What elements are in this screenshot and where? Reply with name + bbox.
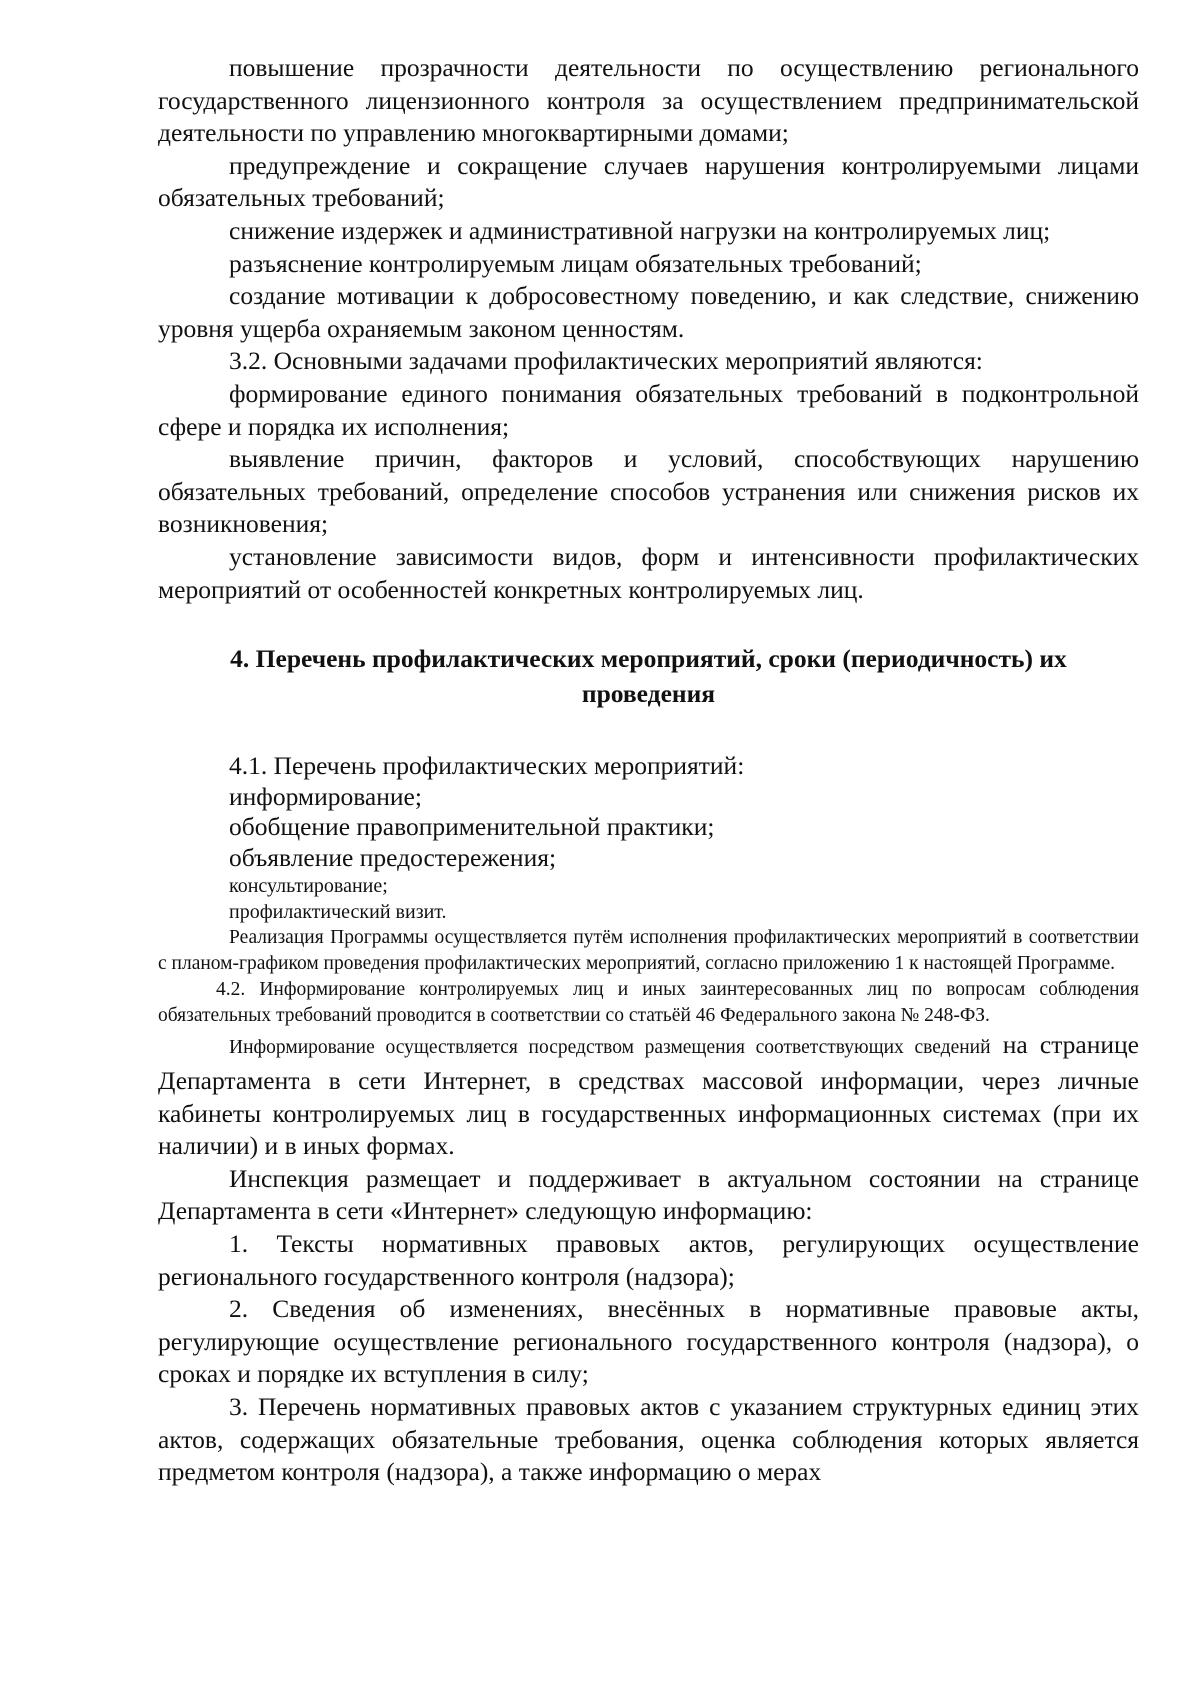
measure-item: профилактический визит. (229, 901, 447, 924)
inspection-paragraph: Инспекция размещает и поддерживает в актуальном состоянии на странице Департамента в сети «Интернет» следующую информацию: (158, 1163, 1139, 1226)
measure-item: информирование; (229, 781, 422, 811)
measure-item: объявление предостережения; (229, 842, 557, 872)
informing-large-text: на странице Департамента в сети Интернет, в средствах массовой информации, через личные кабинеты контролируемых лиц в государственных информационных системах (при их наличии) и в иных формах. (158, 1030, 1139, 1161)
numbered-item: 1. Тексты нормативных правовых актов, регулирующих осуществление регионального государственного контроля (надзора); (158, 1229, 1139, 1291)
realization-paragraph: Реализация Программы осуществляется путём исполнения профилактических мероприятий в соответствии с планом-графиком проведения профилактических мероприятий, согласно приложению 1 к настоящей Программе. (158, 927, 1139, 975)
goal-item: создание мотивации к добросовестному поведению, и как следствие, снижению уровня ущерба охраняемым законом ценностям. (158, 281, 1139, 343)
goal-item: разъяснение контролируемым лицам обязательных требований; (229, 248, 922, 278)
tasks-heading: 3.2. Основными задачами профилактических мероприятий являются: (229, 346, 983, 376)
goal-item: предупреждение и сокращение случаев нарушения контролируемыми лицами обязательных требований; (158, 150, 1139, 213)
list-heading: 4.1. Перечень профилактических мероприятий: (229, 751, 745, 781)
document-page (158, 52, 1139, 1489)
numbered-item: 2. Сведения об изменениях, внесённых в нормативные правовые акты, регулирующие осуществление регионального государственного контроля (надзора), о сроках и порядке их вступления в силу; (158, 1294, 1139, 1389)
measure-item: обобщение правоприменительной практики; (229, 812, 715, 842)
paragraph-4-2: 4.2. Информирование контролируемых лиц и иных заинтересованных лиц по вопросам соблюдения обязательных требований проводится в соответствии со статьёй 46 Федерального закона № 248-ФЗ. (158, 979, 1139, 1027)
informing-small-text: Информирование осуществляется посредством размещения соответствующих сведений (229, 1037, 991, 1059)
task-item: формирование единого понимания обязательных требований в подконтрольной сфере и порядка их исполнения; (158, 378, 1139, 441)
informing-paragraph (158, 1029, 1139, 1162)
section-4-title-line-2: проведения (581, 678, 716, 708)
goal-item: снижение издержек и административной нагрузки на контролируемых лиц; (229, 215, 1051, 245)
measure-item: консультирование; (229, 875, 388, 898)
section-4-title (158, 642, 1139, 711)
task-item: установление зависимости видов, форм и интенсивности профилактических мероприятий от особенностей конкретных контролируемых лиц. (158, 541, 1139, 604)
section-4-title-line-1: 4. Перечень профилактических мероприятий, сроки (периодичность) их (230, 644, 1067, 674)
task-item: выявление причин, факторов и условий, способствующих нарушению обязательных требований, определение способов устранения или снижения рисков их возникновения; (158, 444, 1139, 539)
goal-item: повышение прозрачности деятельности по осуществлению регионального государственного лицензионного контроля за осуществлением предпринимательской деятельности по управлению многоквартирными домами; (158, 53, 1139, 148)
numbered-item: 3. Перечень нормативных правовых актов с указанием структурных единиц этих актов, содержащих обязательные требования, оценка соблюдения которых является предметом контроля (надзора), а также информацию о мерах (158, 1392, 1139, 1487)
